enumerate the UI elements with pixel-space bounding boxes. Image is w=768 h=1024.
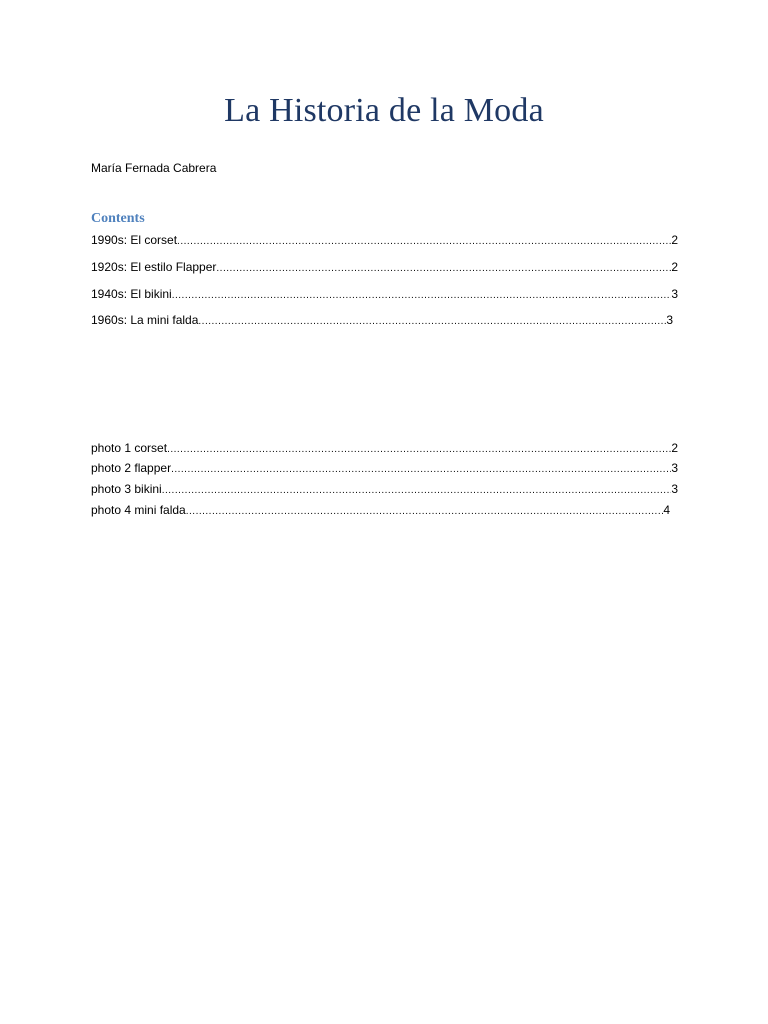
figure-page-number: 2 — [671, 441, 678, 455]
toc-page-number: 3 — [671, 287, 678, 301]
toc-entry-corset[interactable] — [91, 233, 678, 247]
toc-page-number: 2 — [671, 233, 678, 247]
toc-leader-dots — [198, 316, 666, 327]
toc-leader-dots — [177, 236, 671, 247]
toc-entry-text: 1920s: El estilo Flapper — [91, 260, 217, 274]
figure-page-number: 4 — [663, 503, 670, 517]
toc-entry-bikini[interactable] — [91, 287, 678, 301]
figure-entry-mini-falda[interactable] — [91, 503, 670, 517]
figure-entry-text: photo 2 flapper — [91, 461, 172, 475]
toc-entry-text: 1960s: La mini falda — [91, 313, 199, 327]
toc-entry-flapper[interactable] — [91, 260, 678, 274]
figure-page-number: 3 — [671, 461, 678, 475]
toc-page-number: 3 — [666, 313, 673, 327]
toc-entry-text: 1990s: El corset — [91, 233, 178, 247]
figure-entry-text: photo 3 bikini — [91, 482, 162, 496]
toc-leader-dots — [216, 263, 671, 274]
figure-entry-corset[interactable] — [91, 441, 678, 455]
figure-leader-dots — [171, 464, 671, 475]
figure-entry-bikini[interactable] — [91, 482, 678, 496]
toc-entry-text: 1940s: El bikini — [91, 287, 172, 301]
figure-leader-dots — [167, 444, 671, 455]
toc-page-number: 2 — [671, 260, 678, 274]
figure-leader-dots — [186, 506, 664, 517]
author-name: María Fernada Cabrera — [91, 161, 217, 175]
figure-page-number: 3 — [671, 482, 678, 496]
toc-leader-dots — [172, 290, 672, 301]
figure-entry-text: photo 4 mini falda — [91, 503, 186, 517]
figure-entry-flapper[interactable] — [91, 461, 678, 475]
figure-entry-text: photo 1 corset — [91, 441, 168, 455]
document-title: La Historia de la Moda — [224, 92, 544, 129]
figure-leader-dots — [162, 485, 672, 496]
contents-heading: Contents — [91, 211, 145, 226]
toc-entry-mini-falda[interactable] — [91, 313, 673, 327]
